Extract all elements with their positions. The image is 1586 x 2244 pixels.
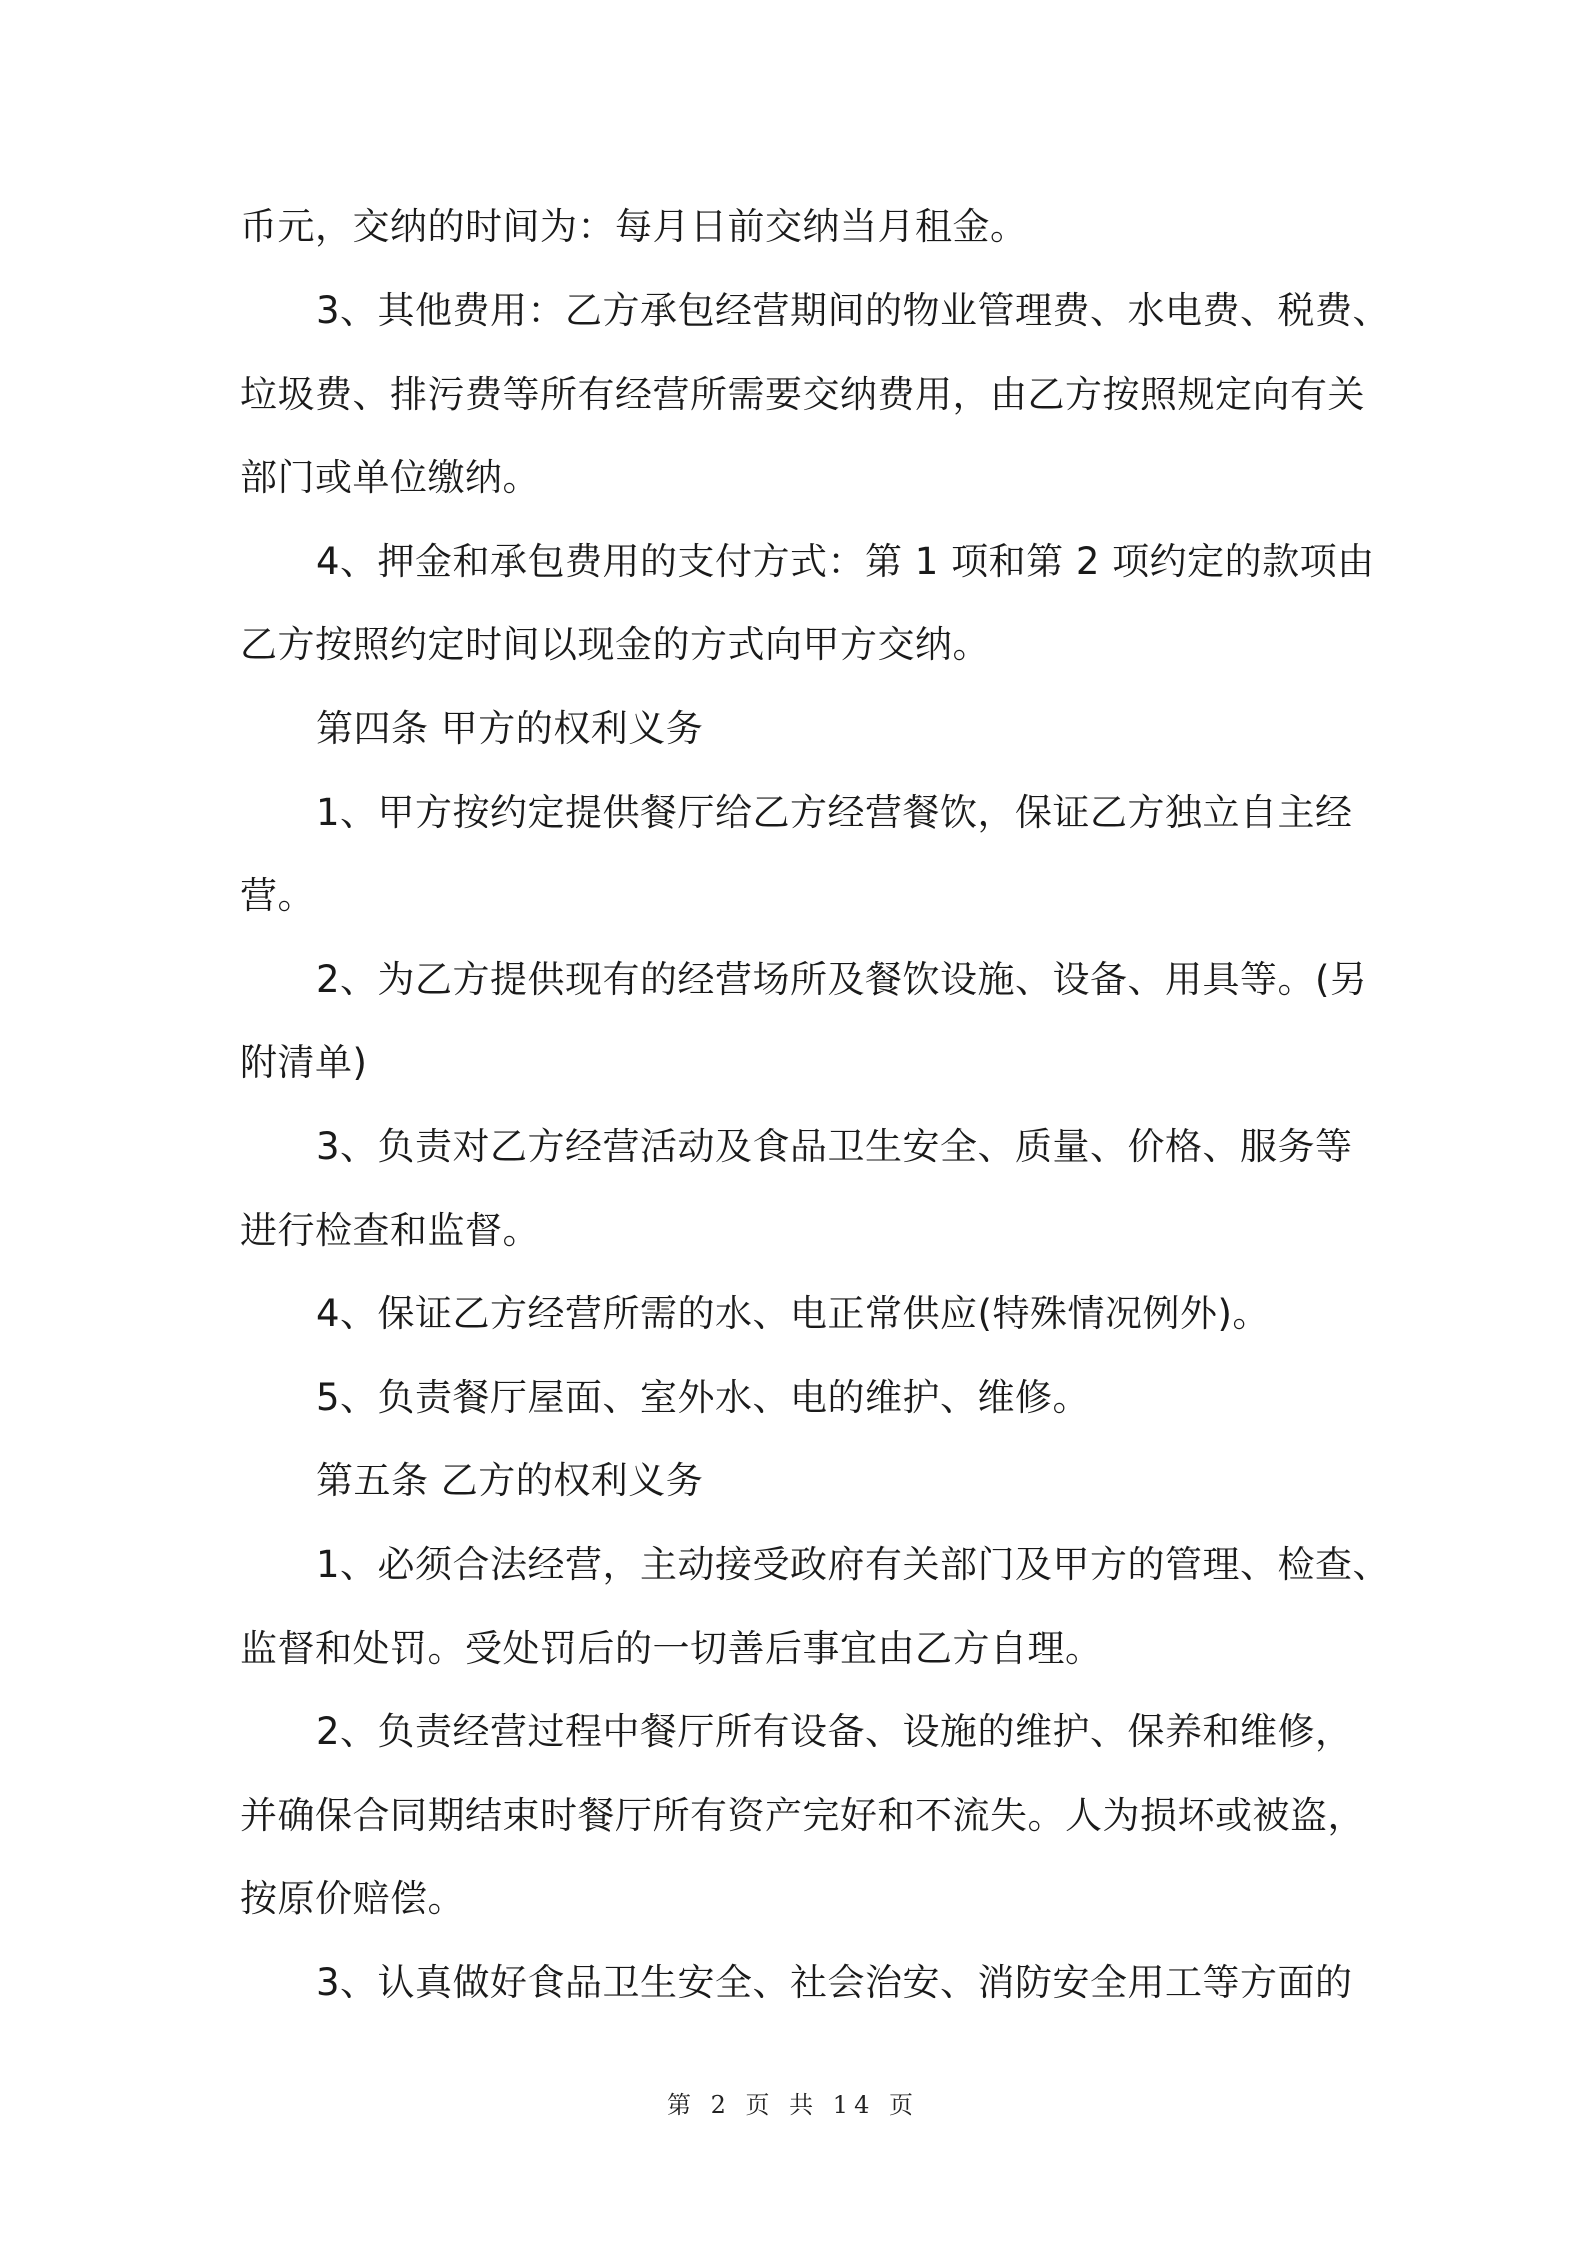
body-line-17: 1、必须合法经营，主动接受政府有关部门及甲方的管理、检查、 bbox=[316, 1543, 1391, 1586]
body-line-12: 3、负责对乙方经营活动及食品卫生安全、质量、价格、服务等 bbox=[316, 1125, 1353, 1168]
body-line-6: 乙方按照约定时间以现金的方式向甲方交纳。 bbox=[240, 623, 990, 666]
section-heading-article-4: 第四条 甲方的权利义务 bbox=[316, 707, 704, 750]
body-line-13: 进行检查和监督。 bbox=[240, 1209, 540, 1252]
body-line-8: 1、甲方按约定提供餐厅给乙方经营餐饮，保证乙方独立自主经 bbox=[316, 791, 1353, 834]
body-line-1: 币元，交纳的时间为：每月日前交纳当月租金。 bbox=[240, 205, 1028, 248]
body-line-4: 部门或单位缴纳。 bbox=[240, 456, 540, 499]
page-number-footer: 第 2 页 共 14 页 bbox=[667, 2091, 919, 2119]
section-heading-article-5: 第五条 乙方的权利义务 bbox=[316, 1459, 704, 1502]
body-line-2: 3、其他费用：乙方承包经营期间的物业管理费、水电费、税费、 bbox=[316, 289, 1391, 332]
body-line-10: 2、为乙方提供现有的经营场所及餐饮设施、设备、用具等。(另 bbox=[316, 958, 1368, 1001]
body-line-18: 监督和处罚。受处罚后的一切善后事宜由乙方自理。 bbox=[240, 1627, 1103, 1670]
body-line-22: 3、认真做好食品卫生安全、社会治安、消防安全用工等方面的 bbox=[316, 1961, 1353, 2004]
body-line-9: 营。 bbox=[240, 874, 315, 917]
body-line-14: 4、保证乙方经营所需的水、电正常供应(特殊情况例外)。 bbox=[316, 1292, 1270, 1335]
body-line-3: 垃圾费、排污费等所有经营所需要交纳费用，由乙方按照规定向有关 bbox=[240, 373, 1365, 416]
body-line-5: 4、押金和承包费用的支付方式：第 1 项和第 2 项约定的款项由 bbox=[316, 540, 1375, 583]
body-line-21: 按原价赔偿。 bbox=[240, 1877, 465, 1920]
body-line-15: 5、负责餐厅屋面、室外水、电的维护、维修。 bbox=[316, 1376, 1091, 1419]
body-line-20: 并确保合同期结束时餐厅所有资产完好和不流失。人为损坏或被盗， bbox=[240, 1794, 1365, 1837]
body-line-19: 2、负责经营过程中餐厅所有设备、设施的维护、保养和维修， bbox=[316, 1710, 1353, 1753]
body-line-11: 附清单) bbox=[240, 1041, 368, 1084]
